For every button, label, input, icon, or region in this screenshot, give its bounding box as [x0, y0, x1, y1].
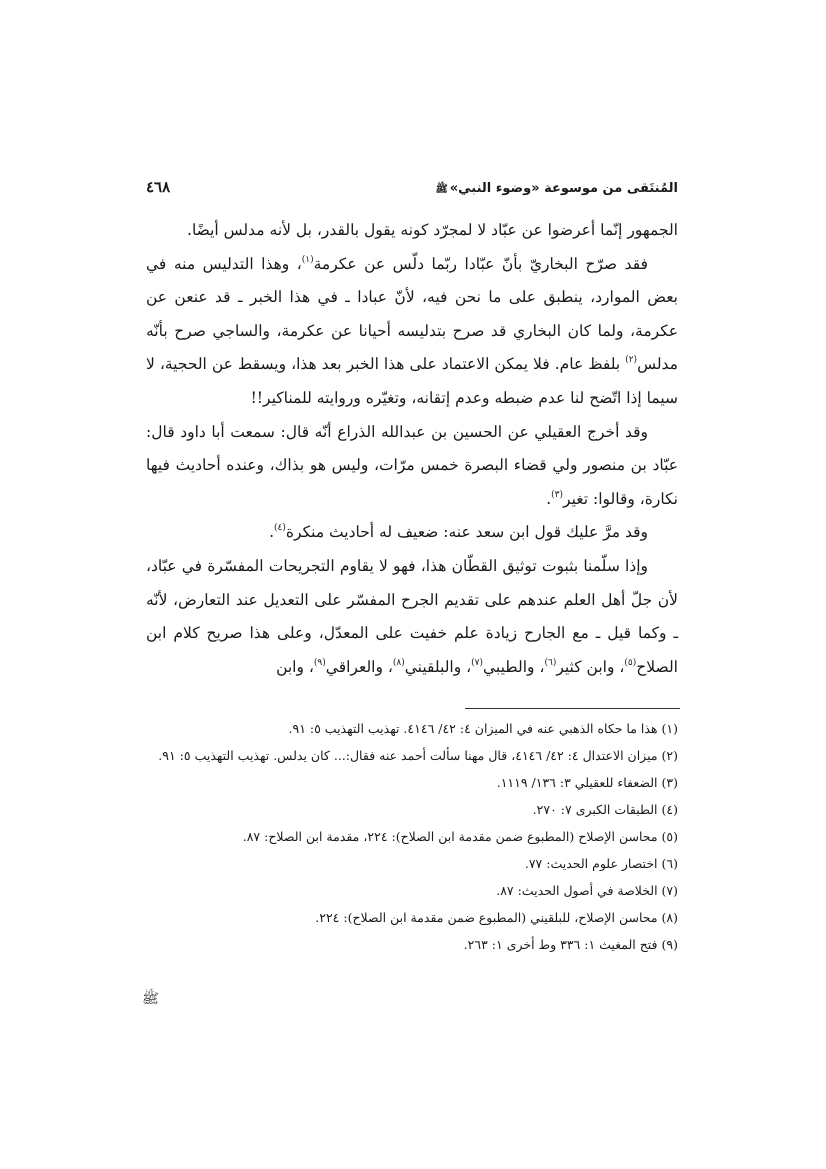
- page-number: ٤٦٨: [146, 178, 171, 196]
- footnote-item: (٣) الضعفاء للعقيلي ٣: ١٣٦/ ١١١٩.: [496, 775, 678, 790]
- paragraph: [146, 550, 678, 684]
- footnote-item: (٨) محاسن الإصلاح، للبلقيني (المطبوع ضمن مقدمة ابن الصلاح): ٢٢٤.: [315, 910, 678, 925]
- footnote-ref[interactable]: (٦): [544, 657, 557, 668]
- footnote-ref[interactable]: (٧): [471, 657, 484, 668]
- paragraph-text: بلفظ عام. فلا يمكن الاعتماد على هذا الخبر بعد هذا، ويسقط عن الحجية، لا سيما إذا اتّضح لنا عدم ضبطه وعدم إتقانه، وتغيّره وروايته للمناكير!!: [146, 355, 678, 407]
- ornament-mark: ﷺ: [142, 991, 159, 1007]
- paragraph-text: .: [546, 489, 552, 508]
- paragraph-text: وقد مرَّ عليك قول ابن سعد عنه: ضعيف له أحاديث منكرة: [285, 523, 648, 542]
- footnote-separator: [465, 708, 680, 709]
- paragraph-text: وقد أخرج العقيلي عن الحسين بن عبدالله الذراع أنّه قال: سمعت أبا داود قال: عبّاد بن منصور ولي قضاء البصرة خمس مرّات، وليس هو بذاك، وعنده أحاديث فيها نكارة، وقالوا: تغير: [146, 422, 678, 508]
- footnotes: [146, 715, 678, 958]
- footnote-ref[interactable]: (٩): [313, 657, 326, 668]
- page-header: [146, 178, 678, 204]
- footnote-item: (٥) محاسن الإصلاح (المطبوع ضمن مقدمة ابن الصلاح): ٢٢٤، مقدمة ابن الصلاح: ٨٧.: [242, 829, 678, 844]
- paragraph-text: وإذا سلّمنا بثبوت توثيق القطّان هذا، فهو لا يقاوم التجريحات المفسّرة في عبّاد، لأن جلّ أهل العلم عندهم على تقديم الجرح المفسّر على التعديل عند التعارض، لأنّه ـ وكما قيل ـ مع الجارح زيادة علم خفيت على المعدّل، وعلى هذا صريح كلام ابن الصلاح: [146, 556, 678, 676]
- paragraph-text: ، وابن: [276, 657, 314, 676]
- paragraph-text: ، والطيبي: [483, 657, 545, 676]
- paragraph: [146, 416, 678, 517]
- footnote-item: (٤) الطبقات الكبرى ٧: ٢٧٠.: [532, 802, 678, 817]
- paragraph: [146, 248, 678, 416]
- running-title: المُنتَقى من موسوعة «وضوء النبي»ﷺ: [435, 181, 678, 196]
- paragraph-text: ، والبلقيني: [404, 657, 472, 676]
- paragraph: [146, 214, 678, 248]
- footnote-ref[interactable]: (٨): [392, 657, 405, 668]
- paragraph-text: ، وهذا التدليس منه في بعض الموارد، ينطبق على ما نحن فيه، لأنّ عبادا ـ في هذا الخبر ـ قد عنعن عن عكرمة، ولما كان البخاري قد صرح بتدليسه أحيانا عن عكرمة، والساجي صرح بأنّه مدلس: [146, 254, 678, 374]
- main-text: [146, 214, 678, 684]
- footnote-ref[interactable]: (٢): [625, 355, 638, 366]
- footnote-item: (٧) الخلاصة في أصول الحديث: ٨٧.: [496, 883, 678, 898]
- paragraph-text: ، والعراقي: [325, 657, 393, 676]
- paragraph-text: .: [269, 523, 275, 542]
- footnote-item: (٦) اختصار علوم الحديث: ٧٧.: [524, 856, 678, 871]
- footnote-ref[interactable]: (٥): [624, 657, 637, 668]
- paragraph-text: فقد صرّح البخاريّ بأنّ عبّادا ربّما دلّس عن عكرمة: [313, 254, 648, 273]
- footnote-ref[interactable]: (٣): [551, 489, 564, 500]
- footnote-item: (٢) ميزان الاعتدال ٤: ٤٢/ ٤١٤٦، قال مهنا سألت أحمد عنه فقال:... كان يدلس. تهذيب التهذيب ٥: ٩١.: [158, 748, 678, 763]
- paragraph: [146, 516, 678, 550]
- footnote-ref[interactable]: (١): [301, 254, 314, 265]
- honorific-symbol: ﷺ: [435, 184, 448, 195]
- footnote-item: (٩) فتح المغيث ١: ٣٣٦ وط أخرى ١: ٢٦٣.: [463, 937, 678, 952]
- paragraph-text: ، وابن كثير: [556, 657, 625, 676]
- paragraph-text: الجمهور إنّما أعرضوا عن عبّاد لا لمجرّد كونه يقول بالقدر، بل لأنه مدلس أيضًا.: [187, 221, 678, 239]
- footnote-ref[interactable]: (٤): [274, 523, 286, 534]
- footnote-item: (١) هذا ما حكاه الذهبي عنه في الميزان ٤: ٤٢/ ٤١٤٦. تهذيب التهذيب ٥: ٩١.: [288, 721, 678, 736]
